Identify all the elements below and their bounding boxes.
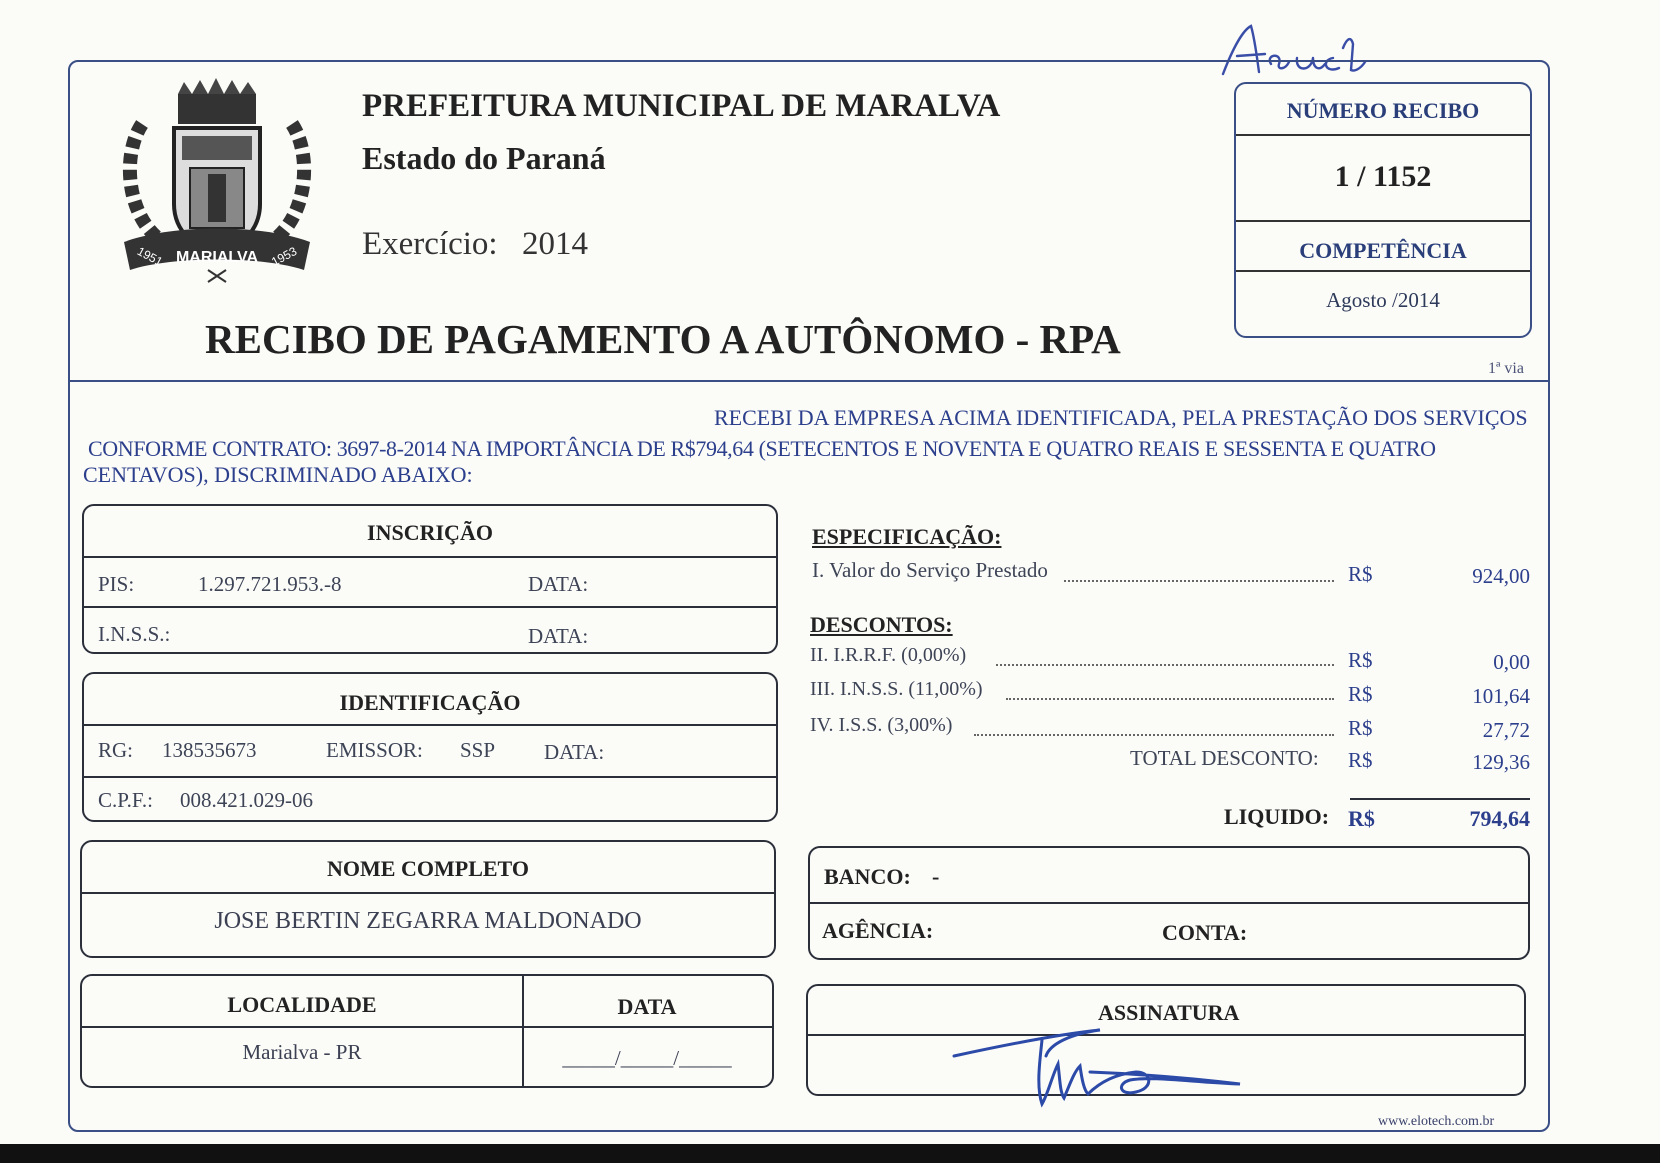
service-value-amount: 924,00 [1472,564,1530,588]
pis-label: PIS: [98,572,135,596]
competence-label: COMPETÊNCIA [1299,238,1467,263]
inss-discount-label: III. I.N.S.S. (11,00%) [810,678,983,700]
crest-ribbon-text: MARIALVA [175,249,259,266]
localidade-box [80,974,774,1088]
full-name-value: JOSE BERTIN ZEGARRA MALDONADO [214,908,642,934]
inss-label: I.N.S.S.: [98,622,171,646]
copy-label: 1ª via [1488,360,1524,377]
exercise-year: 2014 [522,226,588,262]
pis-date-label: DATA: [528,572,589,596]
date-title: DATA [617,994,677,1019]
cpf-value: 008.421.029-06 [180,788,313,812]
nome-completo-title: NOME COMPLETO [327,856,529,881]
crest-year-left: 1951 [134,244,165,269]
document-title: RECIBO DE PAGAMENTO A AUTÔNOMO - RPA [205,316,1121,362]
receipt-number-label: NÚMERO RECIBO [1286,98,1480,123]
statement-line-2: CONFORME CONTRATO: 3697-8-2014 NA IMPORTÂNCIA DE R$794,64 (SETECENTOS E NOVENTA E QUATRO REAIS E SESSENTA E QUATRO [88,436,1436,461]
service-value-leader [1064,580,1334,582]
signature-title: ASSINATURA [1098,1000,1240,1025]
inss-discount-amount: 101,64 [1472,684,1530,708]
website-footer: www.elotech.com.br [1378,1114,1495,1129]
descontos-title: DESCONTOS: [810,612,953,637]
statement-line-3: CENTAVOS), DISCRIMINADO ABAIXO: [83,462,473,487]
pis-value: 1.297.721.953.-8 [198,572,342,596]
crest-year-right: 1953 [269,244,300,269]
irrf-label: II. I.R.R.F. (0,00%) [810,644,967,666]
total-discount-currency: R$ [1348,748,1373,772]
service-value-label: I. Valor do Serviço Prestado [812,558,1048,582]
receipt-number-value: 1 / 1152 [1334,160,1432,193]
org-name: PREFEITURA MUNICIPAL DE MARALVA [362,88,1001,124]
date-placeholder: _____/_____/_____ [562,1046,732,1070]
net-total-amount: 794,64 [1469,806,1530,831]
identificacao-box [82,672,778,822]
iss-discount-currency: R$ [1348,716,1373,740]
iss-discount-label: IV. I.S.S. (3,00%) [810,714,953,736]
especificacao-title: ESPECIFICAÇÃO: [812,524,1002,549]
competence-value: Agosto /2014 [1326,288,1440,312]
scan-bottom-edge [0,1144,1660,1163]
inss-date-label: DATA: [528,624,589,648]
irrf-currency: R$ [1348,648,1373,672]
inscricao-box [82,504,778,654]
emissor-value: SSP [460,738,496,762]
net-total-rule [1350,798,1530,800]
total-discount-amount: 129,36 [1472,750,1530,774]
header-divider [70,380,1548,382]
bank-label: BANCO: [824,864,911,889]
rg-date-label: DATA: [544,740,605,764]
bank-value: - [932,864,940,889]
localidade-title: LOCALIDADE [227,992,377,1017]
irrf-leader [996,664,1334,666]
nome-completo-box [80,840,776,958]
state-name: Estado do Paraná [362,140,606,176]
iss-discount-amount: 27,72 [1482,718,1530,742]
statement-line-1: RECEBI DA EMPRESA ACIMA IDENTIFICADA, PELA PRESTAÇÃO DOS SERVIÇOS [714,405,1528,430]
coat-of-arms-logo [112,74,322,284]
cpf-label: C.P.F.: [98,788,153,812]
inss-discount-leader [1006,698,1334,700]
inscricao-title: INSCRIÇÃO [367,520,493,545]
rg-value: 138535673 [162,738,257,762]
agency-label: AGÊNCIA: [822,918,934,943]
bank-box [808,846,1530,960]
rg-label: RG: [98,738,134,762]
account-label: CONTA: [1162,920,1248,945]
localidade-value: Marialva - PR [242,1040,362,1064]
inss-discount-currency: R$ [1348,682,1373,706]
receipt-number-box [1234,82,1532,338]
exercise-label: Exercício: [362,226,498,262]
net-total-label: LIQUIDO: [1224,804,1330,829]
emissor-label: EMISSOR: [326,738,423,762]
irrf-amount: 0,00 [1493,650,1530,674]
iss-discount-leader [974,734,1334,736]
service-value-currency: R$ [1348,562,1373,586]
identificacao-title: IDENTIFICAÇÃO [339,690,521,715]
handwritten-signature [940,1000,1260,1120]
net-total-currency: R$ [1348,806,1375,831]
total-discount-label: TOTAL DESCONTO: [1130,746,1319,770]
